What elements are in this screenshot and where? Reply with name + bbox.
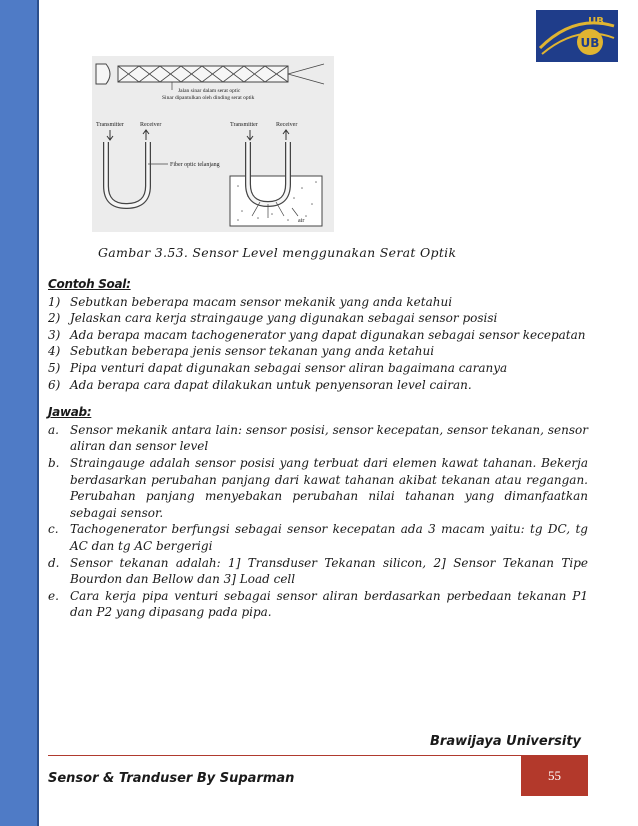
question-item [48, 377, 588, 394]
left-decorative-bar [0, 0, 37, 826]
transmitter-label-1: Transmitter [96, 122, 124, 128]
logo-top-text: UB [588, 16, 604, 27]
transmitter-label-2: Transmitter [230, 122, 258, 128]
question-item-number: 4) [48, 344, 61, 359]
question-item-text: Pipa venturi dapat digunakan sebagai sensor aliran bagaimana caranya [70, 360, 508, 375]
footer-divider [48, 755, 588, 756]
question-item-number: 6) [48, 377, 61, 392]
left-bar-edge [37, 0, 39, 826]
answer-item [48, 521, 588, 554]
answer-item [48, 555, 588, 588]
question-item [48, 327, 588, 344]
contoh-soal-heading: Contoh Soal: [48, 277, 131, 291]
receiver-label-2: Receiver [276, 122, 298, 128]
answer-item [48, 588, 588, 621]
answer-item-number: d. [48, 555, 60, 570]
water-label: air [298, 218, 305, 224]
fiber-label: Fiber optic telanjang [170, 162, 220, 168]
book-footer: Sensor & Tranduser By Suparman [48, 771, 295, 786]
question-item [48, 310, 588, 327]
logo-circle-text: UB [580, 36, 600, 50]
answer-item-text: Tachogenerator berfungsi sebagai sensor kecepatan ada 3 macam yaitu: tg DC, tg AC dan tg AC bergerigi [70, 522, 588, 553]
answer-item-text: Sensor tekanan adalah: 1] Transduser Tekanan silicon, 2] Sensor Tekanan Tipe Bourdon dan Bellow dan 3] Load cell [70, 555, 588, 587]
question-item-number: 5) [48, 360, 61, 375]
note-reflection: Sinar dipantulkan oleh dinding serat optik [162, 95, 255, 101]
answer-item-text: Straingauge adalah sensor posisi yang terbuat dari elemen kawat tahanan. Bekerja berdasarkan perubahan panjang dari kawat tahanan akibat tekanan atau regangan. Perubahan panjang menyebakan perubahan nilai tahanan yang dimanfaatkan sebagai sensor. [70, 455, 588, 520]
figure-caption: Gambar 3.53. Sensor Level menggunakan Serat Optik [98, 245, 457, 260]
answer-item-number: e. [48, 588, 59, 603]
university-logo [534, 8, 620, 64]
question-item-text: Ada berapa macam tachogenerator yang dapat digunakan sebagai sensor kecepatan [70, 327, 586, 342]
page-number: 55 [521, 756, 588, 796]
question-list [48, 294, 588, 394]
receiver-label-1: Receiver [140, 122, 162, 128]
answer-item-text: Cara kerja pipa venturi sebagai sensor aliran berdasarkan perbedaan tekanan P1 dan P2 yang dipasang pada pipa. [70, 588, 588, 620]
note-ray-path: Jalan sinar dalam serat optic [178, 88, 241, 94]
answer-item-text: Sensor mekanik antara lain: sensor posisi, sensor kecepatan, sensor tekanan, sensor aliran dan sensor level [70, 422, 588, 454]
question-item-number: 2) [48, 311, 61, 326]
answer-item-number: b. [48, 455, 60, 470]
question-item-text: Ada berapa cara dapat dilakukan untuk penyensoran level cairan. [70, 377, 472, 392]
question-item-number: 3) [48, 327, 61, 342]
university-footer: Brawijaya University [430, 734, 582, 749]
jawab-heading: Jawab: [48, 405, 92, 420]
question-item-text: Sebutkan beberapa macam sensor mekanik yang anda ketahui [70, 294, 453, 309]
question-item [48, 343, 588, 360]
question-item [48, 360, 588, 377]
question-item [48, 294, 588, 311]
answer-item-number: c. [48, 522, 59, 537]
fiber-optic-level-sensor-figure [92, 56, 334, 232]
main-content [48, 276, 588, 621]
answer-list [48, 422, 588, 621]
answer-item [48, 422, 588, 455]
question-item-text: Jelaskan cara kerja straingauge yang digunakan sebagai sensor posisi [70, 311, 498, 326]
answer-item-number: a. [48, 422, 59, 437]
answer-item [48, 455, 588, 521]
question-item-text: Sebutkan beberapa jenis sensor tekanan yang anda ketahui [70, 344, 435, 359]
question-item-number: 1) [48, 294, 61, 309]
